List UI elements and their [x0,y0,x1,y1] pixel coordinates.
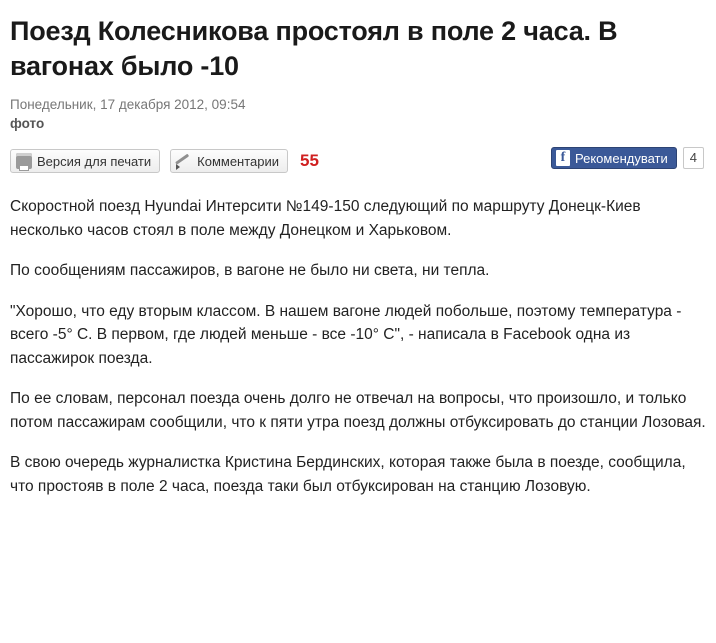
page-title: Поезд Колесникова простоял в поле 2 часа. В вагонах было -10 [10,16,618,81]
article-toolbar [10,147,706,175]
article-paragraph: По ее словам, персонал поезда очень долго не отвечал на вопросы, что произошло, и только потом пассажирам сообщили, что к пяти утра поезд должны отбуксировать до станции Лозовая. [10,390,706,431]
comments-label: Комментарии [197,153,280,169]
facebook-recommend-widget [551,147,704,169]
article-body [10,195,706,498]
printer-icon [16,153,32,169]
facebook-recommend-count: 4 [683,147,704,169]
facebook-icon: f [556,150,570,166]
photo-label: фото [10,116,45,132]
print-version-label: Версия для печати [37,153,152,169]
facebook-recommend-label: Рекомендувати [575,150,668,166]
print-version-button[interactable] [10,149,160,173]
article-paragraph: По сообщениям пассажиров, в вагоне не было ни света, ни тепла. [10,262,490,280]
pencil-icon [176,153,192,169]
article-paragraph: "Хорошо, что еду вторым классом. В нашем вагоне людей побольше, поэтому температура - всего -5° С. В первом, где людей меньше - все -10° С", - написала в Facebook одна из пассажирок поезда. [10,302,682,367]
facebook-recommend-button[interactable] [551,147,677,169]
comments-count[interactable]: 55 [300,151,319,171]
publish-date: Понедельник, 17 декабря 2012, 09:54 [10,97,246,113]
article-paragraph: Скоростной поезд Hyundai Интерсити №149-150 следующий по маршруту Донецк-Киев несколько часов стоял в поле между Донецком и Харьковом. [10,198,641,239]
comments-button[interactable] [170,149,288,173]
article-paragraph: В свою очередь журналистка Кристина Бердинских, которая также была в поезде, сообщила, что простояв в поле 2 часа, поезда таки был отбуксирован на станцию Лозовую. [10,454,686,496]
